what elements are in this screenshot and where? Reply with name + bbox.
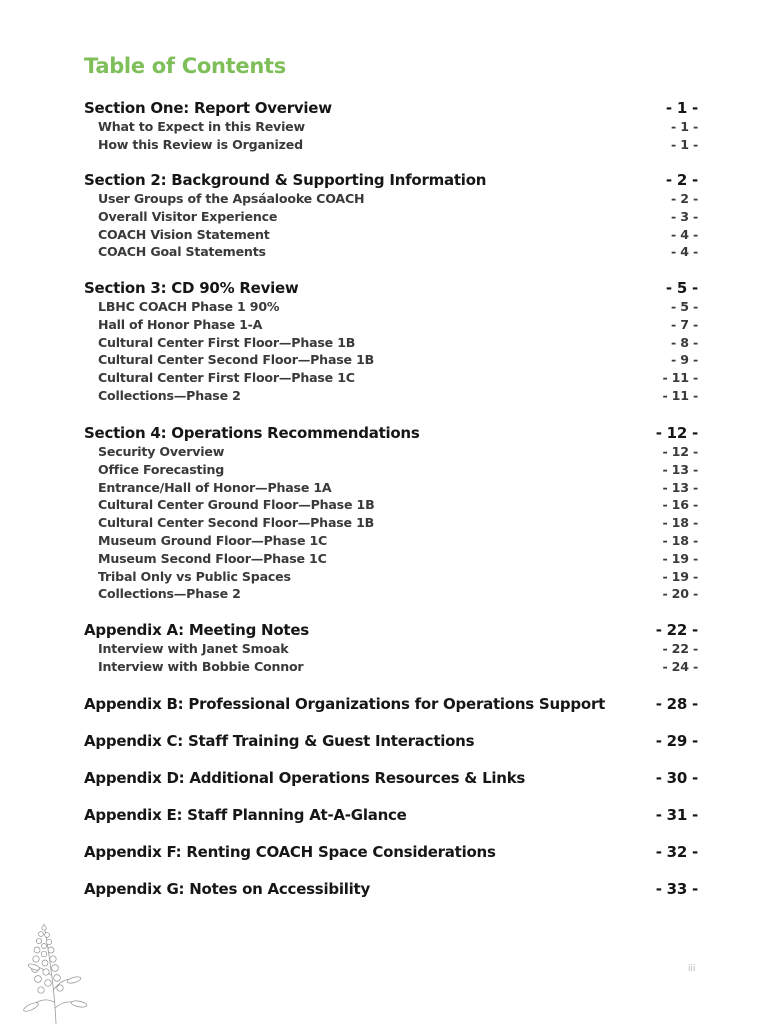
toc-section-row [84,279,698,297]
toc-item-row [98,119,698,134]
toc-item-title: LBHC COACH Phase 1 90% [98,299,280,314]
toc-section-row [84,99,698,117]
toc-section-row [84,621,698,639]
toc-item-title: Interview with Janet Smoak [98,641,289,656]
toc-item-title: Museum Ground Floor—Phase 1C [98,533,328,548]
toc-item-page: - 13 - [662,479,698,495]
toc-item-row [98,641,698,656]
wildflower-illustration-icon [22,920,88,1024]
page-number: iii [688,964,696,974]
toc-item-title: Cultural Center Second Floor—Phase 1B [98,515,375,531]
toc-item-row [98,137,698,152]
toc-item-row [98,317,698,332]
toc-item-page: - 4 - [671,226,698,242]
toc-item-title: Security Overview [98,444,225,459]
toc-section-title: Section 2: Background & Supporting Information [84,171,487,189]
toc-item-title: Cultural Center Ground Floor—Phase 1B [98,497,375,513]
toc-section-row [84,695,698,713]
toc-item-title: COACH Vision Statement [98,226,270,242]
toc-item-page: - 7 - [671,316,698,332]
toc-item-title: User Groups of the Apsáalooke COACH [98,191,365,206]
toc-section-title: Appendix E: Staff Planning At-A-Glance [84,806,407,824]
toc-item-page: - 19 - [662,550,698,566]
toc-item-page: - 16 - [662,497,698,513]
toc-item-page: - 8 - [671,334,698,350]
toc-item-row [98,209,698,224]
toc-item-row [98,551,698,566]
toc-item-page: - 5 - [671,299,698,314]
toc-section-row [84,769,698,787]
toc-item-title: COACH Goal Statements [98,244,266,260]
toc-item-page: - 18 - [662,533,698,548]
toc-item-page: - 12 - [662,444,698,459]
toc-section-page: - 29 - [655,732,698,750]
toc-item-row [98,227,698,242]
toc-section-row [84,880,698,898]
toc-section-title: Appendix D: Additional Operations Resources & Links [84,769,526,787]
toc-item-title: Office Forecasting [98,461,225,477]
toc-section-title: Appendix F: Renting COACH Space Considerations [84,843,496,861]
toc-item-row [98,244,698,259]
toc-item-page: - 19 - [662,568,698,584]
toc-item-row [98,462,698,477]
toc-item-row [98,659,698,674]
toc-item-page: - 18 - [662,515,698,531]
toc-item-page: - 2 - [671,191,698,206]
toc-item-row [98,444,698,459]
toc-item-row [98,335,698,350]
toc-section-title: Appendix G: Notes on Accessibility [84,880,370,898]
toc-section-title: Section 3: CD 90% Review [84,279,299,297]
toc-section-title: Section One: Report Overview [84,99,332,117]
toc-item-page: - 3 - [671,208,698,224]
toc-item-page: - 11 - [662,370,698,386]
toc-section-title: Appendix C: Staff Training & Guest Interactions [84,732,475,750]
toc-section-page: - 2 - [665,171,698,189]
toc-item-row [98,352,698,367]
toc-item-page: - 24 - [662,658,698,674]
toc-section-page: - 30 - [655,769,698,787]
toc-item-title: Interview with Bobbie Connor [98,658,304,674]
toc-item-page: - 11 - [662,388,698,403]
toc-section-page: - 31 - [655,806,698,824]
toc-item-row [98,191,698,206]
toc-section-row [84,732,698,750]
toc-item-title: Cultural Center First Floor—Phase 1C [98,370,355,386]
toc-item-title: Overall Visitor Experience [98,208,278,224]
toc-item-row [98,586,698,601]
toc-item-row [98,497,698,512]
toc-section-title: Appendix B: Professional Organizations for Operations Support [84,695,606,713]
toc-section-page: - 33 - [655,880,698,898]
toc-section-page: - 1 - [665,99,698,117]
toc-item-page: - 1 - [671,136,698,152]
toc-section-page: - 22 - [655,621,698,639]
toc-section-title: Appendix A: Meeting Notes [84,621,309,639]
toc-item-title: Hall of Honor Phase 1-A [98,316,263,332]
toc-item-page: - 9 - [671,352,698,368]
toc-title: Table of Contents [84,54,286,78]
toc-section-page: - 5 - [665,279,698,297]
toc-item-row [98,569,698,584]
toc-item-page: - 13 - [662,461,698,477]
toc-section-page: - 12 - [655,424,698,442]
toc-item-row [98,299,698,314]
toc-item-row [98,388,698,403]
toc-item-title: Entrance/Hall of Honor—Phase 1A [98,479,332,495]
toc-section-row [84,424,698,442]
toc-item-row [98,533,698,548]
toc-section-title: Section 4: Operations Recommendations [84,424,420,442]
toc-item-title: Cultural Center Second Floor—Phase 1B [98,352,375,368]
toc-item-page: - 22 - [662,641,698,656]
toc-section-row [84,171,698,189]
toc-item-row [98,480,698,495]
toc-item-row [98,515,698,530]
toc-section-row [84,843,698,861]
toc-item-title: Cultural Center First Floor—Phase 1B [98,334,356,350]
toc-item-title: What to Expect in this Review [98,119,305,134]
toc-item-page: - 20 - [662,586,698,602]
toc-section-page: - 32 - [655,843,698,861]
toc-section-row [84,806,698,824]
toc-section-page: - 28 - [655,695,698,713]
toc-item-page: - 4 - [671,244,698,260]
toc-item-page: - 1 - [671,119,698,134]
toc-item-title: How this Review is Organized [98,136,303,152]
toc-item-title: Collections—Phase 2 [98,388,241,403]
toc-item-row [98,370,698,385]
toc-item-title: Tribal Only vs Public Spaces [98,568,291,584]
toc-item-title: Collections—Phase 2 [98,586,241,602]
toc-item-title: Museum Second Floor—Phase 1C [98,550,327,566]
